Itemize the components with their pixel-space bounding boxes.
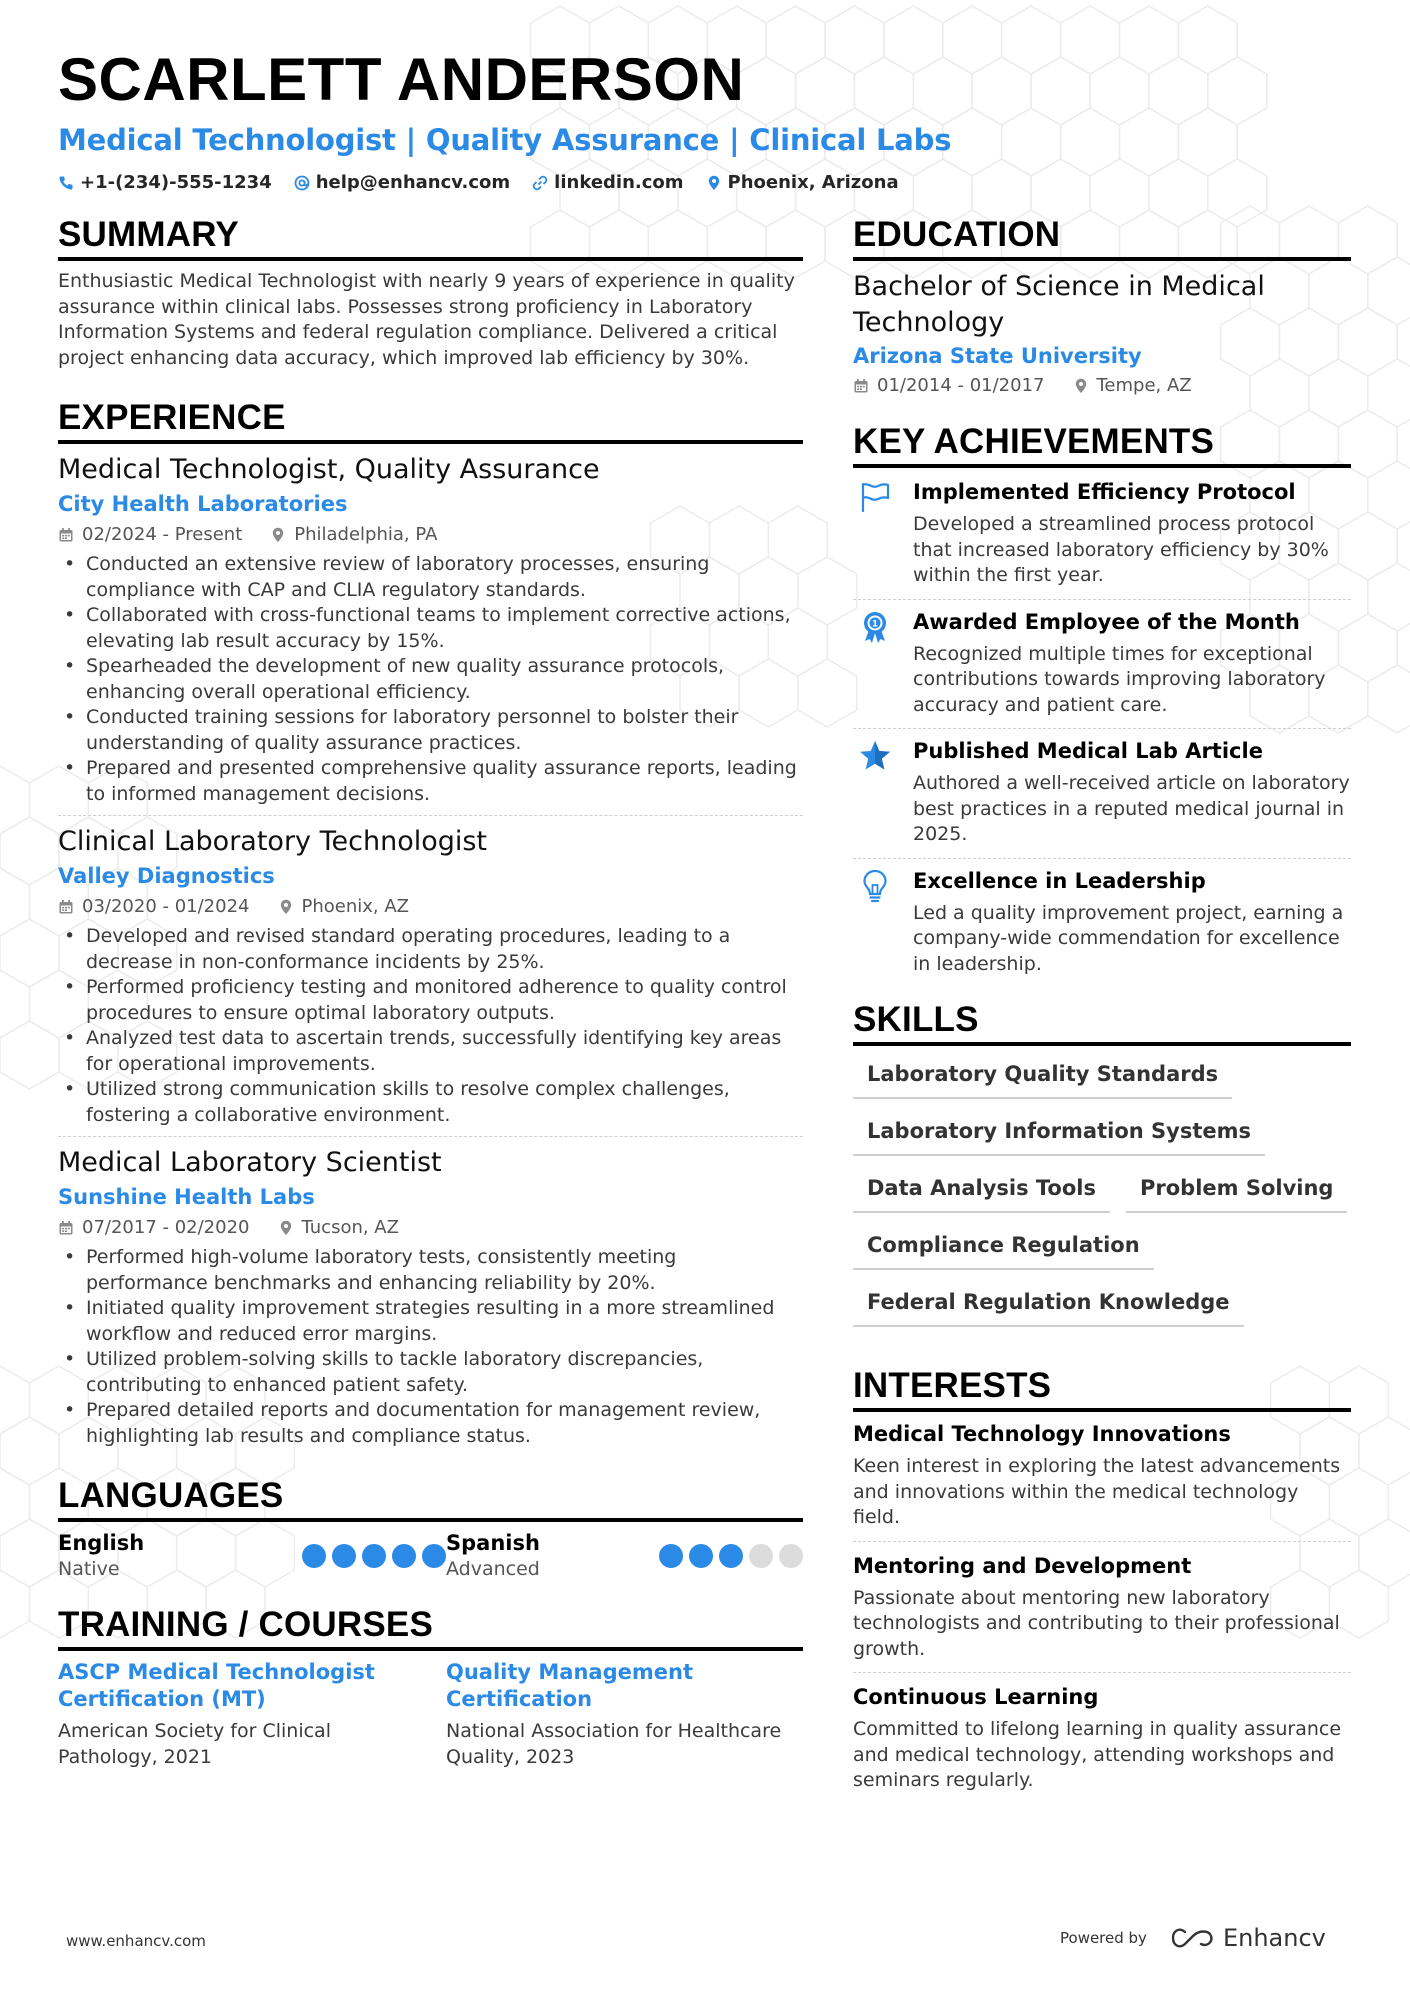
background-hexagon — [1368, 359, 1410, 427]
achievement-item — [853, 728, 1351, 858]
calendar-icon — [853, 378, 869, 394]
experience-heading: EXPERIENCE — [58, 397, 803, 444]
interest-title: Continuous Learning — [853, 1685, 1099, 1709]
skill-tag: Compliance Regulation — [853, 1231, 1154, 1270]
proficiency-dot — [749, 1544, 773, 1568]
job-dates-text: 07/2017 - 02/2020 — [82, 1217, 250, 1238]
background-hexagon — [1368, 563, 1410, 631]
footer-website[interactable]: www.enhancv.com — [66, 1932, 206, 1950]
background-hexagon — [0, 1519, 59, 1587]
linkedin-text: linkedin.com — [554, 172, 684, 193]
background-hexagon — [0, 1021, 59, 1089]
background-hexagon — [0, 1366, 29, 1434]
language-level: Advanced — [446, 1558, 540, 1580]
achievement-item — [853, 470, 1351, 599]
proficiency-dots — [302, 1544, 446, 1568]
skills-heading: SKILLS — [853, 999, 1351, 1046]
skill-tag: Problem Solving — [1126, 1174, 1347, 1213]
course-item — [446, 1659, 803, 1770]
job-bullet: • Performed proficiency testing and monitored adherence to quality control procedures to ensure optimal laboratory outputs. — [58, 975, 803, 1026]
background-hexagon — [0, 766, 29, 834]
proficiency-dot — [362, 1544, 386, 1568]
achievement-description: Developed a streamlined process protocol that increased laboratory efficiency by 30% within the first year. — [913, 513, 1329, 586]
interest-description: Passionate about mentoring new laboratory technologists and contributing to their professional growth. — [853, 1586, 1340, 1660]
experience-section — [58, 397, 803, 1457]
job-location-text: Phoenix, AZ — [301, 896, 409, 917]
award-ribbon-icon — [858, 610, 892, 644]
job-title: Medical Technologist, Quality Assurance — [58, 454, 600, 485]
background-hexagon — [0, 817, 59, 885]
background-hexagon — [0, 868, 29, 936]
job-meta — [58, 1215, 803, 1241]
contact-phone — [58, 170, 272, 196]
background-hexagon — [1368, 461, 1410, 529]
proficiency-dot — [689, 1544, 713, 1568]
phone-text: +1-(234)-555-1234 — [80, 172, 272, 193]
location-text: Phoenix, Arizona — [727, 172, 899, 193]
job-entry — [58, 815, 803, 1136]
summary-section — [58, 214, 803, 371]
job-dates — [58, 1215, 250, 1241]
proficiency-dot — [659, 1544, 683, 1568]
skills-list — [853, 1060, 1351, 1327]
job-dates — [58, 522, 242, 548]
flag-icon — [858, 480, 892, 514]
achievement-item — [853, 858, 1351, 988]
job-dates-text: 03/2020 - 01/2024 — [82, 896, 250, 917]
achievement-description: Authored a well-received article on laboratory best practices in a reputed medical journal in 2025. — [913, 772, 1350, 845]
company-name: City Health Laboratories — [58, 492, 348, 516]
course-item — [58, 1659, 446, 1770]
job-bullet: • Collaborated with cross-functional teams to implement corrective actions, elevating lab result accuracy by 15%. — [58, 603, 803, 654]
interest-title: Medical Technology Innovations — [853, 1422, 1231, 1446]
job-location-text: Tucson, AZ — [301, 1217, 399, 1238]
job-meta — [58, 522, 803, 548]
education-location-text: Tempe, AZ — [1096, 375, 1192, 396]
candidate-headline: Medical Technologist | Quality Assurance | Clinical Labs — [58, 123, 952, 157]
achievement-icon-wrap — [853, 737, 897, 848]
job-entry — [58, 1136, 803, 1457]
contact-email[interactable] — [294, 170, 510, 196]
education-location — [1073, 373, 1192, 399]
job-bullet: • Initiated quality improvement strategies resulting in a more streamlined workflow and reduced error margins. — [58, 1296, 803, 1347]
interest-title: Mentoring and Development — [853, 1553, 1192, 1578]
course-description: American Society for Clinical Pathology, 2021 — [58, 1720, 331, 1768]
background-hexagon — [0, 919, 59, 987]
calendar-icon — [58, 899, 74, 915]
languages-list — [58, 1530, 803, 1582]
training-section — [58, 1604, 803, 1770]
interests-heading: INTERESTS — [853, 1365, 1351, 1412]
education-dates-text: 01/2014 - 01/2017 — [877, 375, 1045, 396]
summary-heading: SUMMARY — [58, 214, 803, 261]
job-location — [278, 1215, 399, 1241]
background-hexagon — [1359, 1519, 1410, 1587]
language-name: Spanish — [446, 1531, 540, 1555]
background-hexagon — [1368, 257, 1410, 325]
background-hexagon — [0, 970, 29, 1038]
interests-section — [853, 1365, 1351, 1804]
candidate-name: SCARLETT ANDERSON — [58, 46, 745, 113]
language-item — [446, 1530, 803, 1582]
achievements-list — [853, 470, 1351, 987]
job-dates — [58, 894, 250, 920]
interest-item — [853, 1672, 1351, 1804]
link-icon — [532, 175, 548, 191]
proficiency-dot — [392, 1544, 416, 1568]
background-hexagon — [1359, 1417, 1410, 1485]
achievements-section — [853, 421, 1351, 987]
education-dates — [853, 373, 1045, 399]
proficiency-dots — [659, 1544, 803, 1568]
job-meta — [58, 894, 803, 920]
interest-description: Keen interest in exploring the latest advancements and innovations within the medical technology field. — [853, 1455, 1341, 1528]
location-pin-icon — [278, 1220, 294, 1236]
background-hexagon — [1368, 665, 1410, 733]
job-bullet: • Conducted training sessions for laboratory personnel to bolster their understanding of quality assurance practices. — [58, 705, 803, 756]
course-title: Quality Management Certification — [446, 1660, 693, 1711]
achievement-title: Published Medical Lab Article — [913, 739, 1263, 763]
phone-icon — [58, 175, 74, 191]
interests-list — [853, 1416, 1351, 1804]
summary-text: Enthusiastic Medical Technologist with nearly 9 years of experience in quality assurance within clinical labs. Possesses strong proficiency in Laboratory Information Systems and federal regulation compliance. Delivered a critical project enhancing data accuracy, which improved lab efficiency by 30%. — [58, 270, 795, 369]
job-bullet: • Utilized strong communication skills to resolve complex challenges, fostering a collaborative environment. — [58, 1077, 803, 1128]
experience-list — [58, 452, 803, 1457]
svg-text:1: 1 — [871, 619, 879, 629]
job-entry — [58, 452, 803, 815]
achievement-description: Recognized multiple times for exceptional contributions towards improving laboratory accuracy and patient care. — [913, 642, 1326, 716]
skills-section — [853, 999, 1351, 1327]
education-section — [853, 214, 1351, 399]
achievement-title: Implemented Efficiency Protocol — [913, 480, 1296, 504]
proficiency-dot — [422, 1544, 446, 1568]
education-meta — [853, 373, 1351, 399]
job-title: Medical Laboratory Scientist — [58, 1147, 442, 1178]
education-heading: EDUCATION — [853, 214, 1351, 261]
course-description: National Association for Healthcare Quality, 2023 — [446, 1720, 782, 1768]
proficiency-dot — [302, 1544, 326, 1568]
skill-tag: Federal Regulation Knowledge — [853, 1288, 1244, 1327]
skill-tag: Data Analysis Tools — [853, 1174, 1110, 1213]
course-title: ASCP Medical Technologist Certification (MT) — [58, 1660, 375, 1711]
job-bullet: • Utilized problem-solving skills to tackle laboratory discrepancies, contributing to enhanced patient safety. — [58, 1347, 803, 1398]
languages-section — [58, 1475, 803, 1582]
background-hexagon — [798, 659, 857, 727]
location-pin-icon — [278, 899, 294, 915]
language-item — [58, 1530, 446, 1582]
job-location — [278, 894, 410, 920]
interest-item — [853, 1416, 1351, 1541]
contact-location — [706, 170, 899, 196]
location-pin-icon — [706, 175, 722, 191]
at-sign-icon — [294, 175, 310, 191]
achievement-title: Awarded Employee of the Month — [913, 609, 1300, 634]
background-hexagon — [0, 1570, 29, 1638]
job-bullet: • Analyzed test data to ascertain trends, successfully identifying key areas for operational improvements. — [58, 1026, 803, 1077]
achievement-title: Excellence in Leadership — [913, 868, 1206, 893]
company-name: Sunshine Health Labs — [58, 1185, 315, 1209]
achievement-item — [853, 599, 1351, 729]
job-bullets — [58, 1245, 803, 1449]
language-name: English — [58, 1531, 145, 1555]
degree-title: Bachelor of Science in Medical Technology — [853, 271, 1265, 338]
brand-logo[interactable] — [1171, 1924, 1326, 1952]
job-bullet: • Prepared detailed reports and documentation for management review, highlighting lab results and compliance status. — [58, 1398, 803, 1449]
training-list — [58, 1659, 803, 1770]
job-dates-text: 02/2024 - Present — [82, 524, 243, 545]
skill-tag: Laboratory Information Systems — [853, 1117, 1265, 1156]
lightbulb-icon — [858, 869, 892, 903]
languages-heading: LANGUAGES — [58, 1475, 803, 1522]
job-location-text: Philadelphia, PA — [294, 524, 438, 545]
background-hexagon — [0, 1417, 59, 1485]
calendar-icon — [58, 1220, 74, 1236]
resume-header — [58, 44, 1358, 196]
achievement-description: Led a quality improvement project, earning a company-wide commendation for excellence in leadership. — [913, 901, 1344, 975]
achievement-icon-wrap — [853, 867, 897, 978]
left-column — [58, 214, 803, 1770]
job-title: Clinical Laboratory Technologist — [58, 826, 488, 857]
interest-item — [853, 1541, 1351, 1673]
job-bullets — [58, 924, 803, 1128]
job-bullet: • Conducted an extensive review of laboratory processes, ensuring compliance with CAP and CLIA regulatory standards. — [58, 552, 803, 603]
powered-by-label: Powered by — [1060, 1929, 1147, 1947]
right-column — [853, 214, 1351, 1804]
achievement-icon-wrap — [853, 608, 897, 719]
contact-linkedin[interactable] — [532, 170, 683, 196]
language-level: Native — [58, 1558, 120, 1580]
background-hexagon — [798, 557, 857, 625]
proficiency-dot — [332, 1544, 356, 1568]
job-bullet: • Spearheaded the development of new quality assurance protocols, enhancing overall operational efficiency. — [58, 654, 803, 705]
job-bullets — [58, 552, 803, 807]
star-icon — [858, 739, 892, 773]
job-bullet: • Developed and revised standard operating procedures, leading to a decrease in non-conformance incidents by 25%. — [58, 924, 803, 975]
enhancv-logo-icon — [1171, 1927, 1215, 1949]
background-hexagon — [0, 1468, 29, 1536]
job-bullet: • Performed high-volume laboratory tests, consistently meeting performance benchmarks and enhancing reliability by 20%. — [58, 1245, 803, 1296]
job-location — [270, 522, 437, 548]
training-heading: TRAINING / COURSES — [58, 1604, 803, 1651]
brand-name: Enhancv — [1222, 1924, 1326, 1952]
email-text: help@enhancv.com — [315, 172, 511, 193]
achievement-icon-wrap — [853, 478, 897, 589]
location-pin-icon — [1073, 378, 1089, 394]
proficiency-dot — [779, 1544, 803, 1568]
contact-info — [58, 170, 1358, 196]
footer-branding — [1060, 1924, 1326, 1952]
interest-description: Committed to lifelong learning in quality assurance and medical technology, attending workshops and seminars regularly. — [853, 1718, 1342, 1791]
proficiency-dot — [719, 1544, 743, 1568]
skill-tag: Laboratory Quality Standards — [853, 1060, 1232, 1099]
school-name: Arizona State University — [853, 344, 1142, 368]
calendar-icon — [58, 527, 74, 543]
company-name: Valley Diagnostics — [58, 864, 275, 888]
location-pin-icon — [270, 527, 286, 543]
achievements-heading: KEY ACHIEVEMENTS — [853, 421, 1351, 468]
job-bullet: • Prepared and presented comprehensive quality assurance reports, leading to informed management decisions. — [58, 756, 803, 807]
